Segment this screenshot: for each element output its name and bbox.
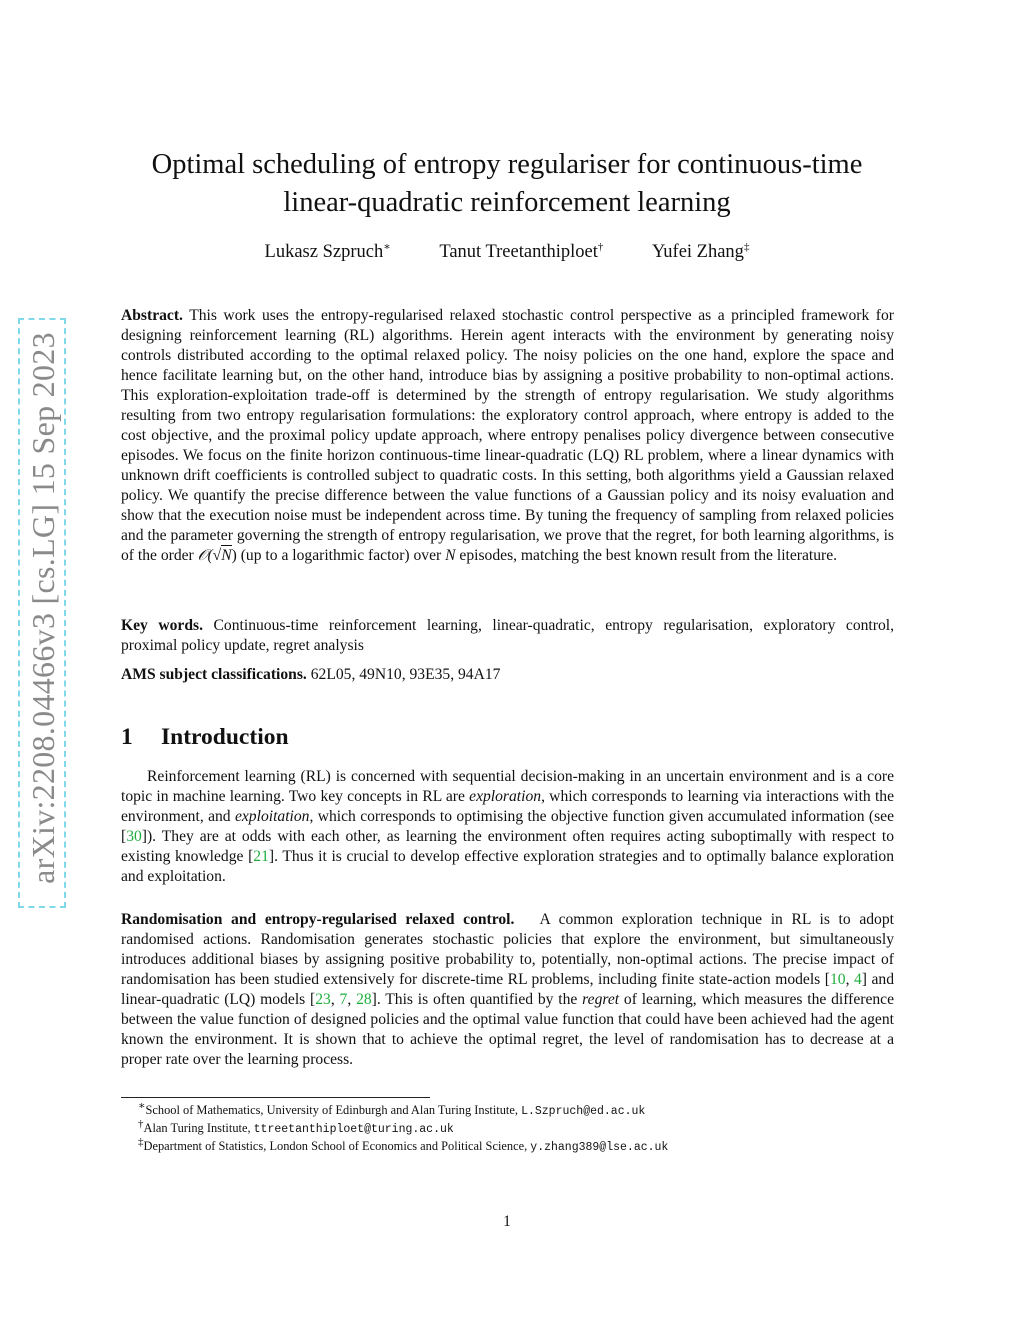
author-mark: ∗	[383, 240, 391, 253]
arxiv-identifier[interactable]: arXiv:2208.04466v3 [cs.LG] 15 Sep 2023	[25, 332, 61, 884]
author-list	[120, 240, 894, 264]
email-link[interactable]: ttreetanthiploet@turing.ac.uk	[253, 1123, 454, 1136]
ams-label: AMS subject classifications.	[121, 666, 307, 683]
author-2: Tanut Treetanthiploet†	[439, 240, 604, 262]
randomisation-paragraph: Randomisation and entropy-regularised relaxed control. A common exploration technique in RL is to adopt randomised actions. Randomisation generates stochastic policies that explore the environment, but simultaneously introduces additional biases by assigning positive probability to, potentially, non-optimal actions. The precise impact of randomisation has been studied extensively for discrete-time RL problems, including finite state-action models [10, 4] and linear-quadratic (LQ) models [23, 7, 28]. This is often quantified by the regret of learning, which measures the difference between the value function of designed policies and the optimal value function that could have been achieved had the agent known the environment. It is shown that to achieve the optimal regret, the level of randomisation has to decrease at a proper rate over the learning process.	[121, 911, 895, 1068]
paragraph-heading: Randomisation and entropy-regularised relaxed control.	[121, 911, 515, 928]
footnote-rule	[121, 1097, 430, 1098]
page-number: 1	[503, 1213, 511, 1230]
section-heading	[121, 724, 289, 751]
author-1: Lukasz Szpruch∗	[264, 240, 391, 262]
citation-link[interactable]: 23	[315, 991, 331, 1008]
keywords-label: Key words.	[121, 617, 203, 634]
ams-classifications: AMS subject classifications. 62L05, 49N10, 93E35, 94A17	[121, 666, 501, 683]
citation-link[interactable]: 7	[339, 991, 348, 1008]
email-link[interactable]: L.Szpruch@ed.ac.uk	[521, 1105, 646, 1118]
author-mark: ‡	[743, 240, 750, 253]
footnote-1: ∗School of Mathematics, University of Edinburgh and Alan Turing Institute, L.Szpruch@ed.ac.uk	[138, 1099, 646, 1118]
paper-title: Optimal scheduling of entropy regulariser for continuous-time linear-quadratic reinforcement learning	[151, 149, 863, 218]
citation-link[interactable]: 4	[853, 971, 862, 988]
abstract: Abstract. This work uses the entropy-regularised relaxed stochastic control perspective as a principled framework for designing reinforcement learning (RL) algorithms. Herein agent interacts with the environment by generating noisy controls distributed according to the optimal relaxed policy. The noisy policies on the one hand, explore the space and hence facilitate learning but, on the other hand, introduce bias by assigning a positive probability to non-optimal actions. This exploration-exploitation trade-off is determined by the strength of entropy regularisation. We study algorithms resulting from two entropy regularisation formulations: the exploratory control approach, where entropy is added to the cost objective, and the proximal policy update approach, where entropy penalises policy divergence between consecutive episodes. We focus on the finite horizon continuous-time linear-quadratic (LQ) RL problem, where a linear dynamics with unknown drift coefficients is controlled subject to quadratic costs. In this setting, both algorithms yield a Gaussian relaxed policy. We quantify the precise difference between the value functions of a Gaussian policy and its noisy evaluation and show that the execution noise must be independent across time. By tuning the frequency of sampling from relaxed policies and the parameter governing the strength of entropy regularisation, we prove that the regret, for both learning algorithms, is of the order 𝒪(√N) (up to a logarithmic factor) over N episodes, matching the best known result from the literature.	[121, 307, 894, 564]
section-title: Introduction	[161, 724, 289, 750]
intro-paragraph: Reinforcement learning (RL) is concerned with sequential decision-making in an uncertain environment and is a core topic in machine learning. Two key concepts in RL are exploration, which corresponds to learning via interactions with the environment, and exploitation, which corresponds to optimising the objective function given accumulated information (see [30]). They are at odds with each other, as learning the environment often requires acting suboptimally with respect to existing knowledge [21]. Thus it is crucial to develop effective exploration strategies and to optimally balance exploration and exploitation.	[121, 768, 895, 885]
keywords: Key words. Continuous-time reinforcement learning, linear-quadratic, entropy regularisation, exploratory control, proximal policy update, regret analysis	[121, 617, 894, 654]
section-number: 1	[121, 724, 133, 750]
abstract-label: Abstract.	[121, 307, 183, 324]
citation-link[interactable]: 10	[829, 971, 846, 988]
footnote-2: †Alan Turing Institute, ttreetanthiploet@turing.ac.uk	[138, 1117, 454, 1136]
citation-link[interactable]: 30	[126, 828, 142, 845]
author-mark: †	[597, 240, 604, 253]
citation-link[interactable]: 28	[356, 991, 372, 1008]
author-3: Yufei Zhang‡	[651, 240, 750, 262]
citation-link[interactable]: 21	[253, 848, 269, 865]
footnotes	[138, 1099, 898, 1156]
footnote-3: ‡Department of Statistics, London School of Economics and Political Science, y.zhang389@lse.ac.uk	[138, 1135, 669, 1154]
email-link[interactable]: y.zhang389@lse.ac.uk	[530, 1141, 669, 1154]
